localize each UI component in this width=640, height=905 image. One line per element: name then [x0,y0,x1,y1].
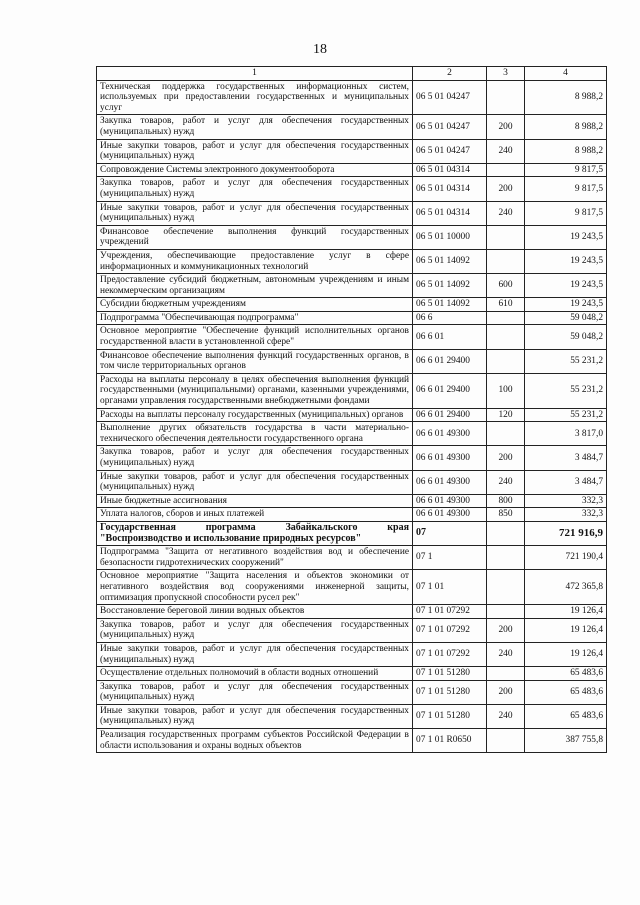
row-amount: 8 988,2 [525,115,607,139]
header-col-3: 3 [487,67,525,81]
row-amount: 9 817,5 [525,163,607,177]
row-code: 06 6 01 29400 [413,373,487,408]
row-name: Подпрограмма "Защита от негативного воздействия вод и обеспечение безопасности гидротехнических сооружений" [97,546,413,570]
row-code: 06 5 01 04314 [413,201,487,225]
row-amount: 8 988,2 [525,80,607,115]
row-name: Закупка товаров, работ и услуг для обеспечения государственных (муниципальных) нужд [97,446,413,470]
row-code: 06 5 01 04247 [413,80,487,115]
row-name: Закупка товаров, работ и услуг для обеспечения государственных (муниципальных) нужд [97,115,413,139]
row-name: Восстановление береговой линии водных объектов [97,605,413,619]
row-name: Реализация государственных программ субъектов Российской Федерации в области использования и охраны водных объектов [97,729,413,753]
table-row [97,422,607,446]
row-expense-type [487,729,525,753]
row-amount: 55 231,2 [525,408,607,422]
row-code: 06 5 01 04247 [413,139,487,163]
row-code: 07 1 01 51280 [413,667,487,681]
row-expense-type: 200 [487,618,525,642]
table-row [97,605,607,619]
header-col-4: 4 [525,67,607,81]
row-amount: 19 126,4 [525,605,607,619]
row-code: 06 5 01 04314 [413,177,487,201]
row-amount: 65 483,6 [525,680,607,704]
table-row [97,325,607,349]
row-name: Осуществление отдельных полномочий в области водных отношений [97,667,413,681]
row-expense-type [487,570,525,605]
table-row [97,177,607,201]
row-expense-type: 200 [487,446,525,470]
row-code: 07 1 01 07292 [413,642,487,666]
row-expense-type [487,667,525,681]
row-name: Иные закупки товаров, работ и услуг для обеспечения государственных (муниципальных) нужд [97,704,413,728]
row-expense-type [487,325,525,349]
table-body [97,67,607,753]
row-code: 07 1 01 07292 [413,618,487,642]
table-row [97,373,607,408]
row-expense-type [487,163,525,177]
row-name: Расходы на выплаты персоналу в целях обеспечения выполнения функций государственными (муниципальными) органами, казенными учреждениями, органами управления государственными внебюджетными фондами [97,373,413,408]
page-number: 18 [313,42,327,57]
row-code: 07 1 01 [413,570,487,605]
table-row [97,80,607,115]
row-expense-type: 200 [487,177,525,201]
row-code: 06 6 01 49300 [413,470,487,494]
table-row [97,115,607,139]
row-expense-type [487,546,525,570]
row-expense-type [487,249,525,273]
row-amount: 59 048,2 [525,325,607,349]
header-row [97,67,607,81]
row-code: 06 6 01 29400 [413,408,487,422]
table-row [97,249,607,273]
row-expense-type: 850 [487,508,525,522]
row-amount: 8 988,2 [525,139,607,163]
row-expense-type: 240 [487,704,525,728]
row-code: 07 1 01 51280 [413,680,487,704]
table-row [97,408,607,422]
row-amount: 472 365,8 [525,570,607,605]
row-expense-type: 240 [487,642,525,666]
table-row [97,225,607,249]
table-row [97,521,607,545]
row-name: Иные закупки товаров, работ и услуг для обеспечения государственных (муниципальных) нужд [97,201,413,225]
row-code: 06 5 01 14092 [413,249,487,273]
row-code: 06 5 01 10000 [413,225,487,249]
row-name: Техническая поддержка государственных информационных систем, используемых при предоставлении государственных и муниципальных услуг [97,80,413,115]
row-expense-type: 240 [487,470,525,494]
row-amount: 387 755,8 [525,729,607,753]
row-amount: 3 817,0 [525,422,607,446]
table-row [97,274,607,298]
row-amount: 332,3 [525,494,607,508]
table-row [97,570,607,605]
row-name: Расходы на выплаты персоналу государственных (муниципальных) органов [97,408,413,422]
table-row [97,349,607,373]
row-code: 06 6 [413,311,487,325]
row-amount: 3 484,7 [525,446,607,470]
row-amount: 721 190,4 [525,546,607,570]
row-name: Учреждения, обеспечивающие предоставление услуг в сфере информационных и коммуникационных технологий [97,249,413,273]
row-amount: 55 231,2 [525,349,607,373]
row-expense-type: 600 [487,274,525,298]
row-name: Иные закупки товаров, работ и услуг для обеспечения государственных (муниципальных) нужд [97,470,413,494]
row-name: Уплата налогов, сборов и иных платежей [97,508,413,522]
header-col-2: 2 [413,67,487,81]
row-name: Финансовое обеспечение выполнения функций государственных органов, в том числе территориальных органов [97,349,413,373]
row-code: 07 1 [413,546,487,570]
row-code: 07 1 01 51280 [413,704,487,728]
row-amount: 19 243,5 [525,225,607,249]
table-row [97,704,607,728]
row-name: Иные бюджетные ассигнования [97,494,413,508]
table-row [97,618,607,642]
row-name: Закупка товаров, работ и услуг для обеспечения государственных (муниципальных) нужд [97,618,413,642]
row-name: Выполнение других обязательств государства в части материально-технического обеспечения деятельности государственного органа [97,422,413,446]
row-amount: 9 817,5 [525,201,607,225]
row-name: Закупка товаров, работ и услуг для обеспечения государственных (муниципальных) нужд [97,177,413,201]
row-code: 07 [413,521,487,545]
table-row [97,680,607,704]
table-row [97,201,607,225]
row-code: 06 6 01 49300 [413,446,487,470]
row-amount: 19 243,5 [525,249,607,273]
table-row [97,642,607,666]
row-name: Основное мероприятие "Обеспечение функций исполнительных органов государственной власти в установленной сфере" [97,325,413,349]
table-row [97,508,607,522]
row-code: 06 5 01 14092 [413,274,487,298]
row-expense-type [487,605,525,619]
row-code: 06 6 01 49300 [413,508,487,522]
row-expense-type [487,80,525,115]
row-expense-type: 200 [487,680,525,704]
table-row [97,546,607,570]
table-row [97,163,607,177]
table-row [97,470,607,494]
row-amount: 3 484,7 [525,470,607,494]
budget-table [96,66,607,753]
row-amount: 59 048,2 [525,311,607,325]
table-row [97,667,607,681]
table-row [97,729,607,753]
row-name: Основное мероприятие "Защита населения и объектов экономики от негативного воздействия вод сооружениями инженерной защиты, оптимизация пропускной способности русел рек" [97,570,413,605]
row-code: 06 5 01 04247 [413,115,487,139]
row-amount: 19 126,4 [525,642,607,666]
table-row [97,298,607,312]
row-code: 06 6 01 49300 [413,494,487,508]
row-code: 07 1 01 07292 [413,605,487,619]
row-expense-type [487,225,525,249]
header-col-1: 1 [97,67,413,81]
row-code: 06 6 01 [413,325,487,349]
row-name: Финансовое обеспечение выполнения функций государственных учреждений [97,225,413,249]
row-amount: 332,3 [525,508,607,522]
row-amount: 55 231,2 [525,373,607,408]
row-expense-type [487,349,525,373]
table-row [97,494,607,508]
row-expense-type: 240 [487,139,525,163]
row-name: Государственная программа Забайкальского края "Воспроизводство и использование природных ресурсов" [97,521,413,545]
row-amount: 19 243,5 [525,298,607,312]
row-name: Иные закупки товаров, работ и услуг для обеспечения государственных (муниципальных) нужд [97,642,413,666]
row-name: Сопровождение Системы электронного документооборота [97,163,413,177]
row-code: 06 5 01 14092 [413,298,487,312]
row-amount: 19 243,5 [525,274,607,298]
row-code: 07 1 01 R0650 [413,729,487,753]
row-name: Иные закупки товаров, работ и услуг для обеспечения государственных (муниципальных) нужд [97,139,413,163]
row-expense-type [487,311,525,325]
row-amount: 65 483,6 [525,667,607,681]
row-code: 06 5 01 04314 [413,163,487,177]
row-code: 06 6 01 29400 [413,349,487,373]
row-code: 06 6 01 49300 [413,422,487,446]
row-expense-type: 100 [487,373,525,408]
row-expense-type: 610 [487,298,525,312]
row-expense-type: 240 [487,201,525,225]
row-name: Закупка товаров, работ и услуг для обеспечения государственных (муниципальных) нужд [97,680,413,704]
row-amount: 19 126,4 [525,618,607,642]
table-row [97,446,607,470]
row-expense-type: 200 [487,115,525,139]
table-row [97,311,607,325]
row-expense-type [487,422,525,446]
row-name: Субсидии бюджетным учреждениям [97,298,413,312]
table-row [97,139,607,163]
row-expense-type: 800 [487,494,525,508]
row-amount: 65 483,6 [525,704,607,728]
row-amount: 721 916,9 [525,521,607,545]
row-expense-type [487,521,525,545]
row-expense-type: 120 [487,408,525,422]
row-name: Предоставление субсидий бюджетным, автономным учреждениям и иным некоммерческим организациям [97,274,413,298]
row-amount: 9 817,5 [525,177,607,201]
row-name: Подпрограмма "Обеспечивающая подпрограмма" [97,311,413,325]
